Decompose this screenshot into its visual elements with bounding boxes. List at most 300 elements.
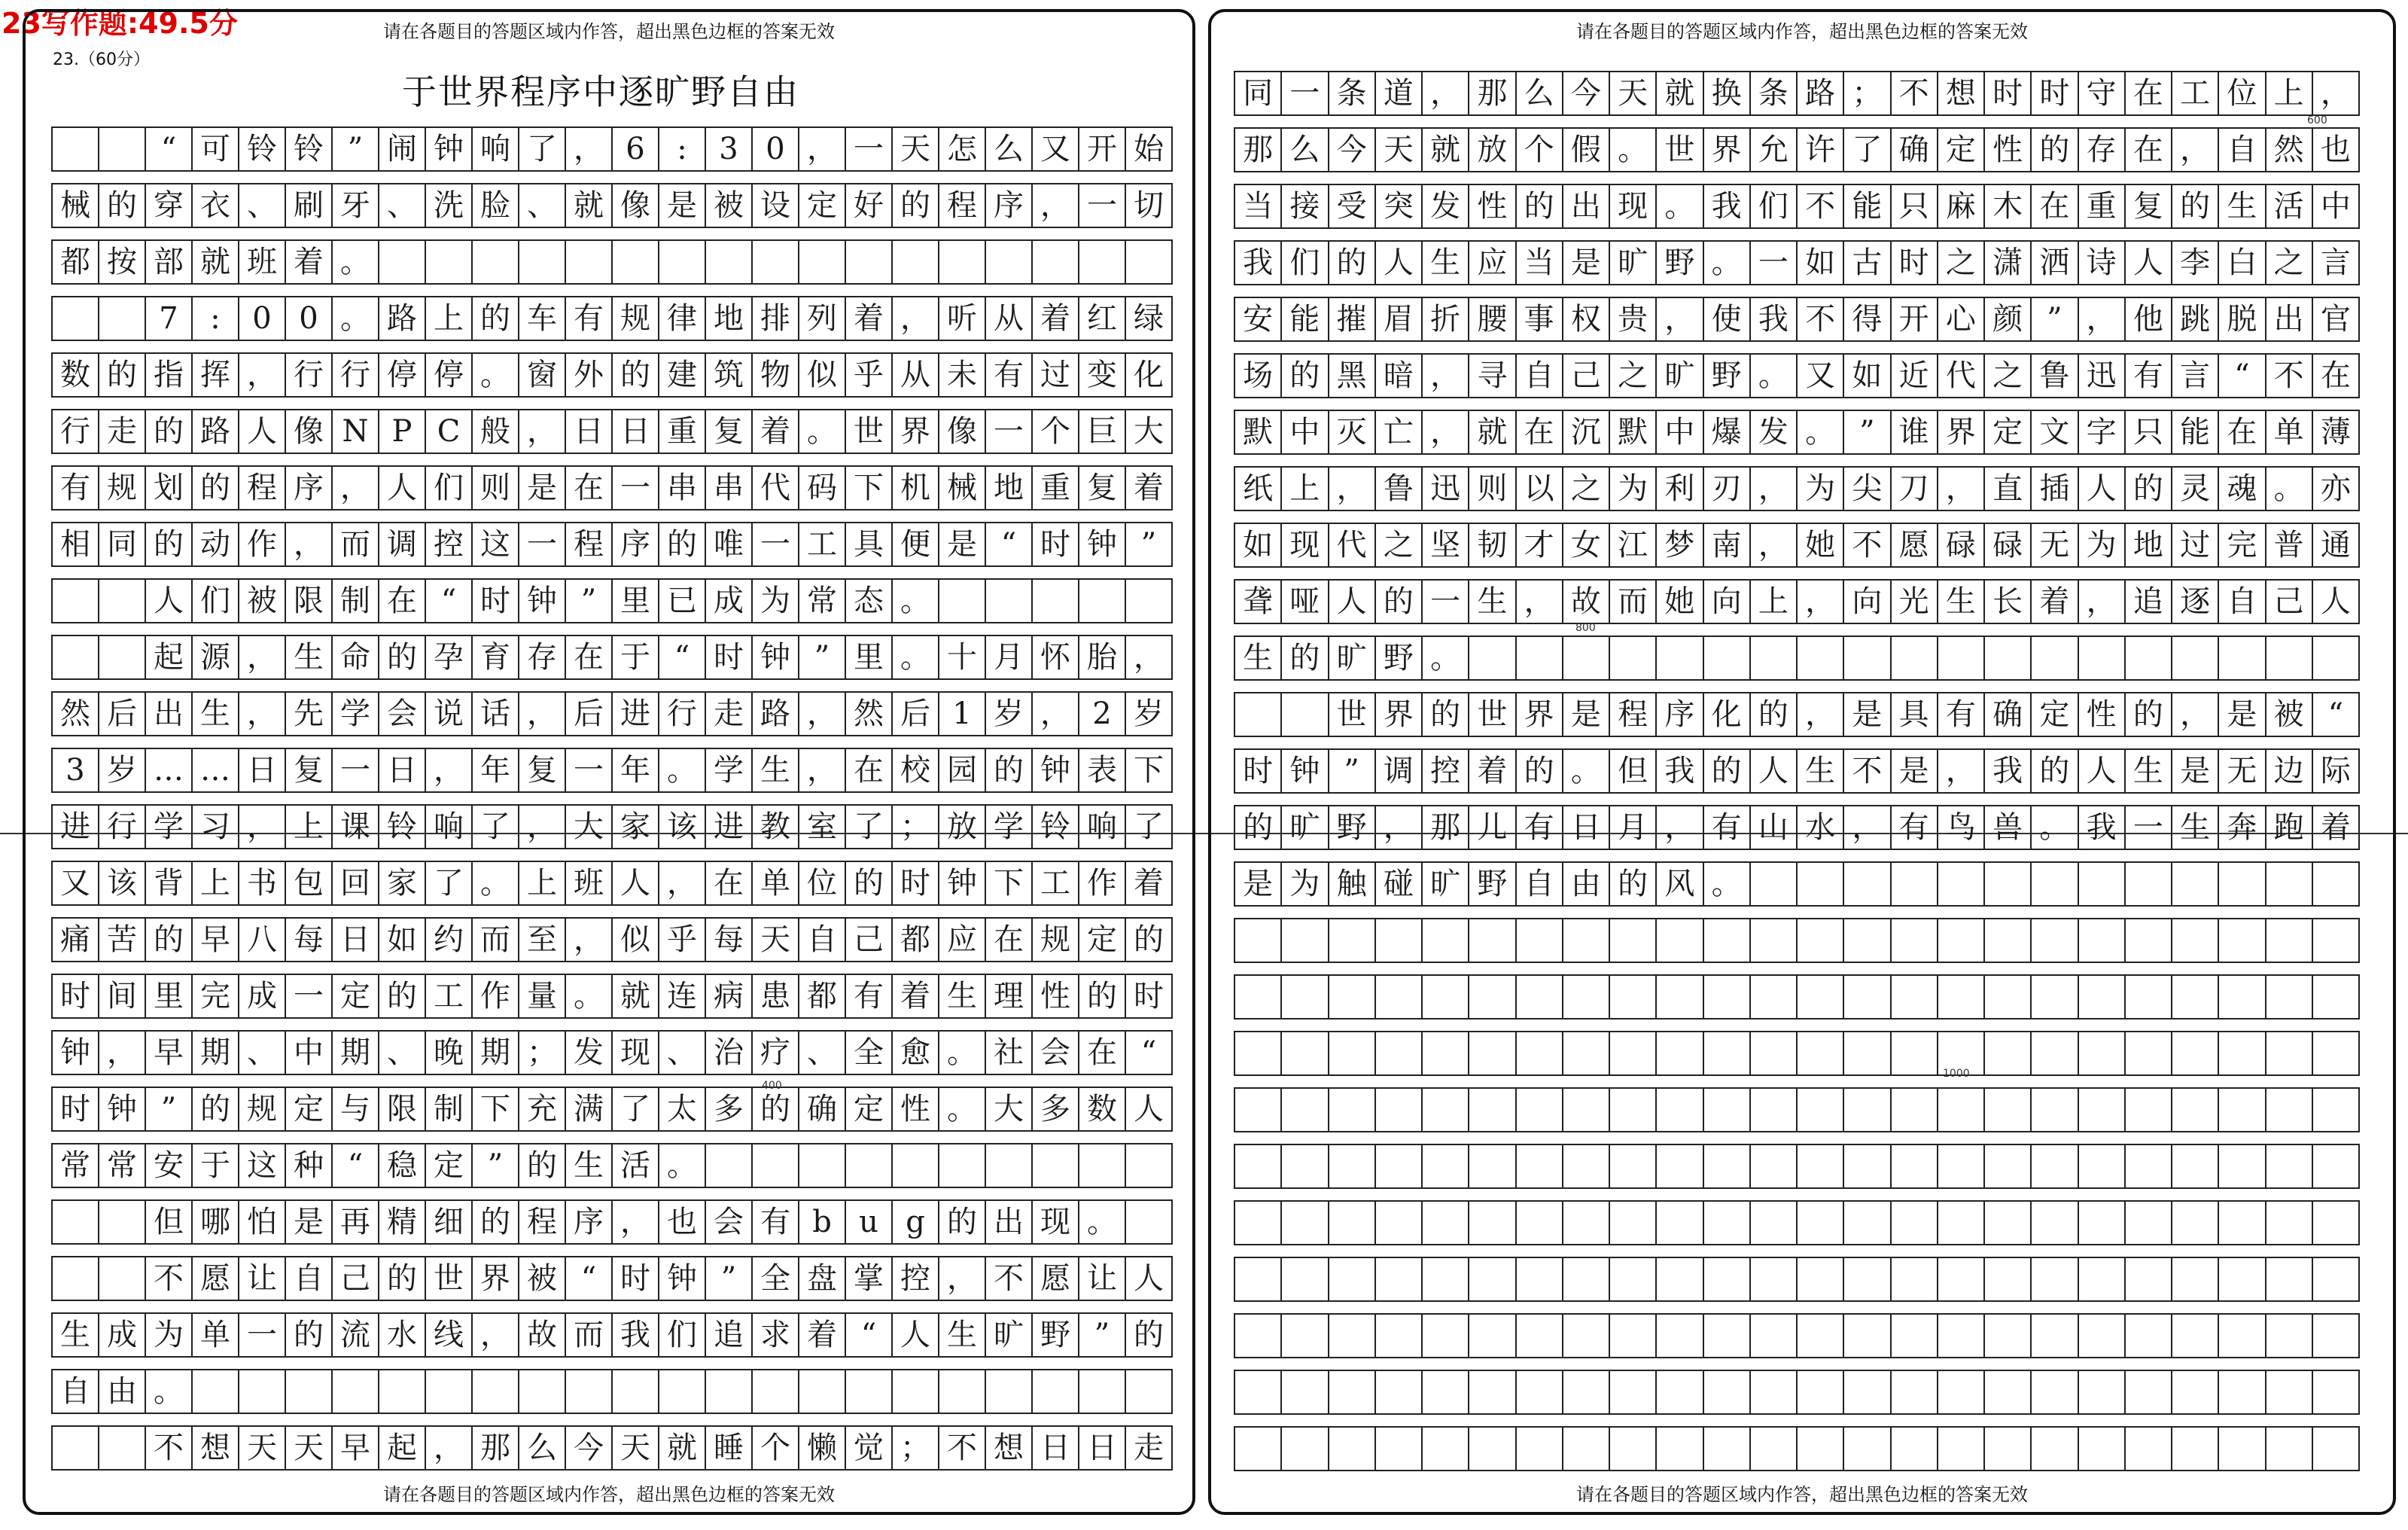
grid-cell: 中	[285, 1032, 331, 1074]
grid-cell: 碌	[1983, 524, 2030, 566]
grid-cell: 不	[145, 1427, 191, 1469]
grid-cell: 规	[98, 467, 145, 509]
grid-cell: 响	[1078, 806, 1125, 848]
grid-cell: 在	[2218, 411, 2264, 453]
grid-cell: 光	[1890, 581, 1937, 623]
grid-cell: 生	[1796, 750, 1843, 792]
grid-cell: 位	[798, 862, 845, 904]
grid-cell: 定	[331, 975, 378, 1017]
grid-cell: 愿	[1890, 524, 1937, 566]
grid-cell: 场	[1234, 355, 1280, 397]
grid-cell: 大	[1125, 410, 1173, 453]
grid-cell: 定	[1937, 129, 1983, 171]
grid-cell	[1609, 1258, 1655, 1300]
grid-cell: 生	[2124, 750, 2171, 792]
grid-cell: 了	[611, 1088, 658, 1130]
grid-cell: 教	[751, 806, 798, 848]
grid-cell	[845, 241, 891, 283]
grid-cell: 3	[705, 128, 751, 170]
grid-cell: 有	[2124, 355, 2171, 397]
grid-cell: 存	[518, 636, 565, 678]
grid-cell: 。	[2030, 806, 2077, 849]
grid-cell	[1796, 1258, 1843, 1300]
grid-cell	[2124, 863, 2171, 905]
grid-cell: 性	[1468, 185, 1515, 227]
grid-cell: 时	[1983, 72, 2030, 114]
grid-cell: 行	[51, 410, 98, 453]
grid-cell: 时	[51, 1088, 98, 1130]
grid-cell: 程	[938, 184, 985, 227]
grid-cell: 育	[471, 636, 518, 678]
grid-cell: 学	[145, 806, 191, 848]
grid-cell: 代	[1328, 524, 1374, 566]
grid-cell	[1796, 1428, 1843, 1470]
grid-cell: 的	[518, 1144, 565, 1187]
grid-cell: 都	[51, 241, 98, 283]
grid-cell: 下	[471, 1088, 518, 1130]
grid-cell	[2218, 919, 2264, 962]
grid-cell	[2078, 1145, 2124, 1187]
grid-cell: 不	[985, 1257, 1031, 1300]
grid-cell	[1421, 976, 1468, 1018]
grid-cell: 性	[2078, 693, 2124, 736]
grid-cell: “	[2312, 693, 2360, 736]
grid-cell	[798, 1370, 845, 1413]
grid-cell	[1843, 1371, 1889, 1413]
grid-cell: 确	[1890, 129, 1937, 171]
grid-row	[51, 691, 1173, 736]
grid-cell: 发	[1421, 185, 1468, 227]
grid-row	[51, 974, 1173, 1019]
grid-cell: 数	[51, 354, 98, 396]
grid-cell	[2124, 1032, 2171, 1074]
grid-cell: 制	[331, 580, 378, 622]
grid-cell: 定	[425, 1144, 471, 1187]
grid-cell	[51, 128, 98, 170]
grid-cell	[1749, 919, 1796, 962]
grid-cell: 械	[938, 467, 985, 509]
grid-cell: 利	[1655, 468, 1702, 510]
grid-cell: 天	[611, 1427, 658, 1469]
grid-cell: 发	[1749, 411, 1796, 453]
grid-cell	[1421, 919, 1468, 962]
grid-cell	[2078, 1428, 2124, 1470]
grid-cell: 、	[378, 1032, 425, 1074]
grid-cell: 进	[611, 693, 658, 735]
grid-cell: 成	[98, 1314, 145, 1356]
grid-cell: 己	[845, 919, 891, 961]
grid-cell	[1515, 1428, 1562, 1470]
grid-cell: 。	[1749, 355, 1796, 397]
grid-cell: 工	[1031, 862, 1078, 904]
grid-cell: 上	[1280, 468, 1327, 510]
grid-cell	[1421, 1315, 1468, 1357]
grid-cell: 着	[2030, 581, 2077, 623]
grid-cell: 定	[2030, 693, 2077, 736]
grid-cell: 个	[1515, 129, 1562, 171]
grid-cell: 日	[1562, 806, 1609, 849]
grid-cell	[1749, 976, 1796, 1018]
grid-cell: 了	[471, 806, 518, 848]
grid-cell: 让	[1078, 1257, 1125, 1300]
grid-cell: 。	[1703, 242, 1749, 284]
grid-cell: 物	[751, 354, 798, 396]
grid-cell: 至	[518, 919, 565, 961]
grid-cell: 书	[238, 862, 285, 904]
grid-cell	[2265, 1089, 2312, 1131]
grid-cell: 般	[471, 410, 518, 453]
grid-cell	[1562, 1032, 1609, 1074]
grid-cell: 的	[471, 297, 518, 340]
grid-cell	[1983, 637, 2030, 679]
grid-cell: 械	[51, 184, 98, 227]
grid-cell: ，	[1843, 806, 1889, 849]
grid-cell	[1234, 1089, 1280, 1131]
grid-cell: 。	[798, 410, 845, 453]
grid-cell	[1374, 919, 1421, 962]
grid-cell: 时	[891, 862, 938, 904]
grid-cell: 灵	[2171, 468, 2218, 510]
grid-cell: 为	[751, 580, 798, 622]
grid-cell: 按	[98, 241, 145, 283]
grid-cell	[1890, 976, 1937, 1018]
grid-cell: 的	[2124, 468, 2171, 510]
grid-cell	[1328, 1315, 1374, 1357]
grid-cell	[471, 241, 518, 283]
grid-cell	[1937, 1202, 1983, 1244]
grid-cell: 上	[2265, 72, 2312, 114]
grid-cell: 背	[145, 862, 191, 904]
grid-cell	[2030, 919, 2077, 962]
grid-cell: 旷	[1328, 637, 1374, 679]
grid-cell: 如	[378, 919, 425, 961]
grid-cell: 想	[985, 1427, 1031, 1469]
grid-cell	[1234, 1145, 1280, 1187]
grid-cell: 着	[1125, 862, 1173, 904]
grid-cell	[1843, 637, 1889, 679]
grid-cell	[1655, 637, 1702, 679]
grid-cell: 进	[51, 806, 98, 848]
grid-row	[1234, 410, 2360, 455]
grid-cell: 脸	[471, 184, 518, 227]
grid-cell: 鲁	[1374, 468, 1421, 510]
grid-cell: 单	[191, 1314, 238, 1356]
grid-row	[1234, 1087, 2360, 1132]
grid-cell	[1515, 1032, 1562, 1074]
grid-cell: 人	[2124, 242, 2171, 284]
grid-cell: 序	[611, 523, 658, 565]
grid-cell: 0	[238, 297, 285, 340]
grid-cell: 会	[1031, 1032, 1078, 1074]
grid-cell	[1609, 1089, 1655, 1131]
writing-grid-right	[1234, 71, 2360, 1483]
grid-cell	[2171, 863, 2218, 905]
grid-cell	[2312, 1258, 2360, 1300]
grid-cell	[1843, 1258, 1889, 1300]
grid-cell: 的	[1125, 919, 1173, 961]
grid-cell: 学	[705, 749, 751, 791]
grid-cell: ，	[658, 862, 705, 904]
grid-cell	[2124, 1089, 2171, 1131]
grid-cell	[285, 1370, 331, 1413]
grid-cell: 细	[425, 1201, 471, 1243]
grid-cell: 钟	[1031, 749, 1078, 791]
grid-cell: 么	[518, 1427, 565, 1469]
grid-cell: 人	[1125, 1088, 1173, 1130]
grid-cell: “	[985, 523, 1031, 565]
grid-cell: 世	[1328, 693, 1374, 736]
grid-cell: 人	[2078, 468, 2124, 510]
grid-cell: 像	[285, 410, 331, 453]
grid-cell	[1328, 919, 1374, 962]
grid-cell	[751, 1370, 798, 1413]
grid-cell: 定	[285, 1088, 331, 1130]
grid-cell: 旷	[1655, 355, 1702, 397]
grid-cell	[2312, 1089, 2360, 1131]
grid-cell: ，	[1937, 468, 1983, 510]
grid-cell: 就	[1468, 411, 1515, 453]
grid-cell: 作	[1078, 862, 1125, 904]
grid-cell: 时	[2030, 72, 2077, 114]
grid-cell: 但	[1609, 750, 1655, 792]
grid-cell: 数	[1078, 1088, 1125, 1130]
grid-cell	[1328, 1145, 1374, 1187]
grid-cell: 工	[798, 523, 845, 565]
grid-cell	[1468, 1032, 1515, 1074]
grid-cell: 的	[845, 862, 891, 904]
grid-cell	[2265, 637, 2312, 679]
grid-cell: 工	[425, 975, 471, 1017]
grid-cell: 、	[378, 184, 425, 227]
grid-cell	[1703, 1371, 1749, 1413]
grid-cell: 制	[425, 1088, 471, 1130]
grid-cell: 已	[658, 580, 705, 622]
grid-cell: 女	[1562, 524, 1609, 566]
grid-cell	[2030, 1032, 2077, 1074]
grid-cell: 完	[191, 975, 238, 1017]
grid-cell: ，	[238, 806, 285, 848]
grid-cell: 折	[1421, 298, 1468, 340]
grid-cell: 之	[1937, 242, 1983, 284]
grid-cell: 命	[331, 636, 378, 678]
essay-title: 于世界程序中逐旷野自由	[402, 72, 799, 112]
grid-cell: 一	[1078, 184, 1125, 227]
grid-cell	[2218, 1258, 2264, 1300]
grid-cell: 行	[285, 354, 331, 396]
grid-cell: 刷	[285, 184, 331, 227]
grid-cell: 着	[891, 975, 938, 1017]
grid-row	[51, 804, 1173, 849]
grid-cell	[1421, 1428, 1468, 1470]
grid-cell: 律	[658, 297, 705, 340]
grid-cell: 才	[1515, 524, 1562, 566]
grid-cell	[2312, 1371, 2360, 1413]
grid-cell: 如	[1843, 355, 1889, 397]
grid-cell: 安	[1234, 298, 1280, 340]
grid-cell: 在	[2030, 185, 2077, 227]
grid-cell: …	[145, 749, 191, 791]
grid-cell: 期	[331, 1032, 378, 1074]
grid-cell	[2124, 1258, 2171, 1300]
grid-cell: 生	[565, 1144, 611, 1187]
grid-cell: 就	[565, 184, 611, 227]
grid-cell: 是	[2218, 693, 2264, 736]
grid-cell: 切	[1125, 184, 1173, 227]
grid-cell	[1890, 1258, 1937, 1300]
grid-cell: 己	[2265, 581, 2312, 623]
grid-cell: 有	[1515, 806, 1562, 849]
grid-cell	[1703, 1258, 1749, 1300]
grid-cell	[1749, 1258, 1796, 1300]
grid-cell: 定	[1983, 411, 2030, 453]
grid-cell: 、	[658, 1032, 705, 1074]
grid-cell: 行	[331, 354, 378, 396]
grid-cell	[1655, 1428, 1702, 1470]
grid-row	[51, 296, 1173, 341]
grid-cell: 普	[2265, 524, 2312, 566]
grid-cell: 未	[938, 354, 985, 396]
grid-cell	[1983, 1202, 2030, 1244]
grid-cell: 后	[565, 693, 611, 735]
grid-cell	[2312, 1032, 2360, 1074]
grid-cell	[2218, 976, 2264, 1018]
grid-cell	[191, 1370, 238, 1413]
grid-cell: 字	[2078, 411, 2124, 453]
grid-cell: 懒	[798, 1427, 845, 1469]
grid-cell: 了	[518, 128, 565, 170]
grid-cell: 兽	[1983, 806, 2030, 849]
grid-cell	[1280, 1315, 1327, 1357]
grid-cell	[1890, 1315, 1937, 1357]
grid-cell: 停	[425, 354, 471, 396]
grid-cell: 日	[1031, 1427, 1078, 1469]
grid-cell: 自	[1515, 863, 1562, 905]
grid-cell: 了	[1125, 806, 1173, 848]
grid-cell: 则	[471, 467, 518, 509]
grid-cell	[2171, 1371, 2218, 1413]
grid-cell: 界	[1374, 693, 1421, 736]
grid-cell	[2171, 976, 2218, 1018]
grid-cell: 的	[471, 1201, 518, 1243]
grid-row	[1234, 353, 2360, 398]
grid-cell	[2030, 637, 2077, 679]
answer-sheet-right	[1208, 9, 2396, 1515]
grid-cell: 的	[2030, 750, 2077, 792]
grid-cell: 线	[425, 1314, 471, 1356]
grid-cell: 患	[751, 975, 798, 1017]
grid-cell	[1328, 1089, 1374, 1131]
grid-cell	[1796, 1371, 1843, 1413]
grid-cell: 麻	[1937, 185, 1983, 227]
grid-cell: 表	[1078, 749, 1125, 791]
grid-cell: 从	[891, 354, 938, 396]
grid-row	[51, 465, 1173, 511]
grid-cell: ，	[798, 749, 845, 791]
grid-cell: 是	[1890, 750, 1937, 792]
grid-cell: 控	[1421, 750, 1468, 792]
grid-cell	[1983, 919, 2030, 962]
grid-cell: 日	[1078, 1427, 1125, 1469]
grid-row	[1234, 1426, 2360, 1471]
grid-cell	[51, 297, 98, 340]
grid-cell: 该	[98, 862, 145, 904]
grid-cell: 人	[2312, 581, 2360, 623]
grid-cell: 里	[145, 975, 191, 1017]
grid-cell: 魂	[2218, 468, 2264, 510]
grid-cell: 权	[1562, 298, 1609, 340]
grid-cell: 向	[1703, 581, 1749, 623]
grid-cell: 回	[331, 862, 378, 904]
grid-row	[1234, 1144, 2360, 1189]
grid-cell: 无	[2030, 524, 2077, 566]
grid-cell: ；	[891, 1427, 938, 1469]
grid-cell: 安	[145, 1144, 191, 1187]
grid-cell: 动	[191, 523, 238, 565]
grid-cell: 假	[1562, 129, 1609, 171]
grid-cell	[2265, 1428, 2312, 1470]
grid-cell: 纸	[1234, 468, 1280, 510]
grid-cell	[1655, 1315, 1702, 1357]
grid-cell	[2312, 976, 2360, 1018]
grid-cell	[1983, 1145, 2030, 1187]
grid-cell: 。	[145, 1370, 191, 1413]
grid-cell	[2171, 919, 2218, 962]
grid-cell: b	[798, 1201, 845, 1243]
grid-cell	[705, 1144, 751, 1187]
grid-cell	[938, 1370, 985, 1413]
grid-cell	[1468, 1315, 1515, 1357]
grid-cell: 的	[378, 636, 425, 678]
word-count-marker: 1000	[1943, 1068, 1970, 1080]
grid-cell: ，	[565, 128, 611, 170]
grid-cell: 的	[2030, 129, 2077, 171]
grid-cell: 成	[238, 975, 285, 1017]
grid-cell: 种	[285, 1144, 331, 1187]
grid-cell	[1983, 863, 2030, 905]
grid-cell: 时	[471, 580, 518, 622]
grid-cell: 生	[2171, 806, 2218, 849]
grid-cell: 韧	[1468, 524, 1515, 566]
grid-cell: 触	[1328, 863, 1374, 905]
grid-cell	[2265, 1315, 2312, 1357]
grid-cell: 己	[1562, 355, 1609, 397]
grid-cell: 铃	[378, 806, 425, 848]
grid-cell	[891, 1370, 938, 1413]
grid-cell: 定	[798, 184, 845, 227]
grid-cell: 起	[378, 1427, 425, 1469]
grid-cell: ，	[285, 523, 331, 565]
grid-cell	[2030, 976, 2077, 1018]
grid-cell: 性	[1983, 129, 2030, 171]
grid-cell: 窗	[518, 354, 565, 396]
grid-cell: 的	[1328, 242, 1374, 284]
grid-cell: 掌	[845, 1257, 891, 1300]
grid-cell	[1374, 1089, 1421, 1131]
grid-cell: ，	[611, 1201, 658, 1243]
grid-cell: 复	[1078, 467, 1125, 509]
grid-cell: 之	[1374, 524, 1421, 566]
grid-cell	[565, 1370, 611, 1413]
grid-cell: 现	[611, 1032, 658, 1074]
grid-cell: 被	[2265, 693, 2312, 736]
grid-cell: 的	[1234, 806, 1280, 849]
grid-cell	[1703, 1145, 1749, 1187]
grid-row	[51, 1369, 1173, 1414]
grid-cell	[705, 1370, 751, 1413]
grid-cell: 有	[51, 467, 98, 509]
grid-cell: ，	[471, 1314, 518, 1356]
grid-cell: 地	[705, 297, 751, 340]
